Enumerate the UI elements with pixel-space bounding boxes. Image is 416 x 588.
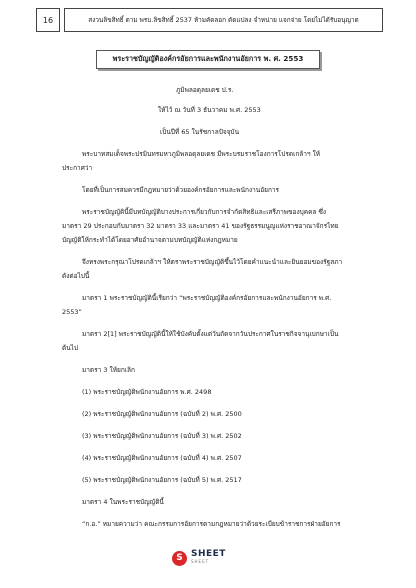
preamble-paragraph: ประกาศว่า xyxy=(62,164,93,172)
page-number: 16 xyxy=(36,8,60,32)
given-date: ให้ไว้ ณ วันที่ 3 ธันวาคม พ.ศ. 2553 xyxy=(158,106,261,114)
logo-name: SHEET xyxy=(191,549,226,559)
section-1: มาตรา 1 พระราชบัญญัตินี้เรียกว่า “พระราชบัญญัติองค์กรอัยการและพนักงานอัยการ พ.ศ. xyxy=(82,294,332,302)
preamble-paragraph: พระราชบัญญัตินี้มีบทบัญญัติบางประการเกี่ยวกับการจำกัดสิทธิและเสรีภาพของบุคคล ซึ่ง xyxy=(82,208,327,216)
section-3: มาตรา 3 ให้ยกเลิก xyxy=(82,366,135,374)
logo-subtitle: SHEET xyxy=(191,559,210,564)
logo-icon: S xyxy=(172,551,187,566)
repealed-act-item: (4) พระราชบัญญัติพนักงานอัยการ (ฉบับที่ 4) พ.ศ. 2507 xyxy=(82,454,242,462)
preamble-paragraph: พระบาทสมเด็จพระปรมินทรมหาภูมิพลอดุลยเดช มีพระบรมราชโองการโปรดเกล้าฯ ให้ xyxy=(82,150,321,158)
definition-item: “ก.อ.” หมายความว่า คณะกรรมการอัยการตามกฎหมายว่าด้วยระเบียบข้าราชการฝ่ายอัยการ xyxy=(82,520,341,528)
reign-year: เป็นปีที่ 65 ในรัชกาลปัจจุบัน xyxy=(160,128,240,136)
section-1: 2553” xyxy=(62,308,82,316)
preamble-paragraph: ดังต่อไปนี้ xyxy=(62,272,90,280)
preamble-paragraph: มาตรา 29 ประกอบกับมาตรา 32 มาตรา 33 และมาตรา 41 ของรัฐธรรมนูญแห่งราชอาณาจักรไทย xyxy=(62,222,339,230)
king-signature-name: ภูมิพลอดุลยเดช ป.ร. xyxy=(176,86,234,94)
section-2: มาตรา 2[1] พระราชบัญญัตินี้ให้ใช้บังคับตั้งแต่วันถัดจากวันประกาศในราชกิจจานุเบกษาเป็น xyxy=(82,330,339,338)
sheet-logo xyxy=(172,550,226,566)
repealed-act-item: (3) พระราชบัญญัติพนักงานอัยการ (ฉบับที่ 3) พ.ศ. 2502 xyxy=(82,432,242,440)
document-title: พระราชบัญญัติองค์กรอัยการและพนักงานอัยการ พ. ศ. 2553 xyxy=(96,50,320,69)
section-2: ต้นไป xyxy=(62,344,79,352)
repealed-act-item: (2) พระราชบัญญัติพนักงานอัยการ (ฉบับที่ 2) พ.ศ. 2500 xyxy=(82,410,242,418)
section-4: มาตรา 4 ในพระราชบัญญัตินี้ xyxy=(82,498,164,506)
preamble-paragraph: บัญญัติให้กระทำได้โดยอาศัยอำนาจตามบทบัญญัติแห่งกฎหมาย xyxy=(62,236,238,244)
repealed-act-item: (5) พระราชบัญญัติพนักงานอัยการ (ฉบับที่ 5) พ.ศ. 2517 xyxy=(82,476,242,484)
preamble-paragraph: จึงทรงพระกรุณาโปรดเกล้าฯ ให้ตราพระราชบัญญัติขึ้นไว้โดยคำแนะนำและยินยอมของรัฐสภา xyxy=(82,258,343,266)
repealed-act-item: (1) พระราชบัญญัติพนักงานอัยการ พ.ศ. 2498 xyxy=(82,388,212,396)
preamble-paragraph: โดยที่เป็นการสมควรมีกฎหมายว่าด้วยองค์กรอัยการและพนักงานอัยการ xyxy=(82,186,280,194)
copyright-banner: สงวนลิขสิทธิ์ ตาม พรบ.ลิขสิทธิ์ 2537 ห้ามคัดลอก ดัดแปลง จำหน่าย แจกจ่าย โดยไม่ได้รับอนุญาต xyxy=(64,8,383,32)
